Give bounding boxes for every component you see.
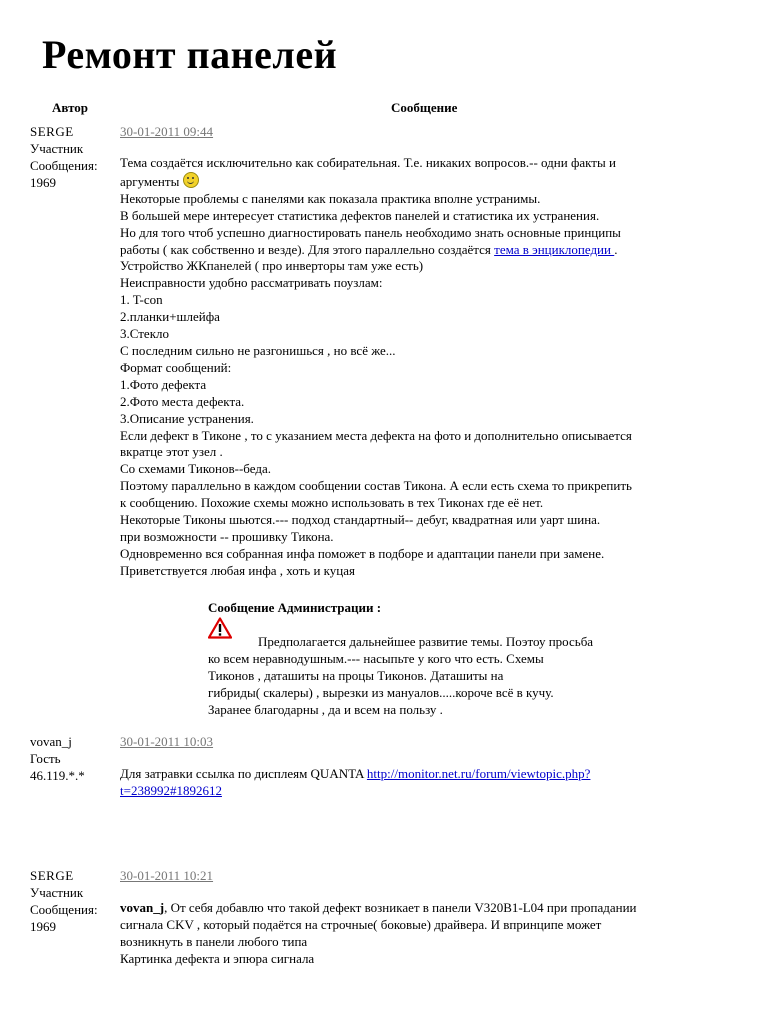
post-line: Приветствуется любая инфа , хоть и куцая	[120, 562, 356, 578]
author-ip: 46.119.*.*	[30, 768, 85, 783]
author-name[interactable]: SERGE	[30, 868, 74, 883]
post-line	[120, 766, 740, 783]
post-line: Со схемами Тиконов--беда.	[120, 461, 271, 477]
post-line	[120, 783, 740, 800]
post-line: Если дефект в Тиконе , то с указанием места дефекта на фото и дополнительно описывается	[120, 427, 632, 443]
post-line	[120, 172, 740, 191]
page-title: Ремонт панелей	[42, 32, 338, 77]
post-line: Неисправности удобно рассматривать поузлам:	[120, 275, 383, 291]
admin-line: Тиконов , даташиты на процы Тиконов. Даташиты на	[208, 668, 504, 683]
post-body	[120, 900, 740, 968]
author-role: Участник	[30, 885, 84, 900]
quoted-user: vovan_j	[120, 900, 165, 915]
admin-line: гибриды( скалеры) , вырезки из мануалов.....короче всё в кучу.	[208, 685, 554, 700]
post-line: Некоторые проблемы с панелями как показала практика вполне устранимы.	[120, 190, 541, 206]
monitor-forum-link-cont[interactable]: t=238992#1892612	[120, 782, 222, 798]
post-line: 3.Стекло	[120, 326, 170, 342]
post-line-text: .	[614, 241, 618, 257]
admin-line: Предполагается дальнейшее развитие темы. Поэтоу просьба	[258, 634, 594, 649]
author-posts-label: Сообщения:	[30, 902, 98, 917]
admin-message	[208, 599, 688, 718]
post-line: Тема создаётся исключительно как собирательная. Т.е. никаких вопросов.-- одни факты и	[120, 155, 616, 170]
author-name[interactable]: SERGE	[30, 124, 74, 139]
author-name[interactable]: vovan_j	[30, 734, 72, 749]
post-date-link[interactable]: 30-01-2011 09:44	[120, 124, 214, 139]
post-author-block	[30, 733, 118, 784]
author-posts-label: Сообщения:	[30, 158, 98, 173]
post-line: В большей мере интересует статистика дефектов панелей и статистика их устранения.	[120, 207, 600, 223]
post-author-block	[30, 867, 118, 935]
smiley-icon	[183, 172, 199, 188]
post-body	[120, 766, 740, 800]
post-line-text: аргументы	[120, 173, 180, 189]
post-line	[120, 900, 740, 917]
author-role: Участник	[30, 141, 84, 156]
post-line-text: работы ( как собственно и везде). Для этого параллельно создаётся	[120, 241, 495, 257]
admin-heading: Сообщение Администрации :	[208, 600, 382, 615]
post-line: Одновременно вся собранная инфа поможет в подборе и адаптации панели при замене.	[120, 545, 605, 561]
column-header-author: Автор	[52, 100, 89, 115]
post-line: 3.Описание устранения.	[120, 410, 254, 426]
post-line: С последним сильно не разгонишься , но всё же...	[120, 342, 396, 358]
post-line: возникнуть в панели любого типа	[120, 933, 308, 949]
post-author-block	[30, 123, 118, 191]
post-line-text: , От себя добавлю что такой дефект возникает в панели V320B1-L04 при пропадании	[164, 900, 637, 915]
post-line: 2.планки+шлейфа	[120, 309, 220, 325]
monitor-forum-link[interactable]: http://monitor.net.ru/forum/viewtopic.php?	[366, 766, 591, 781]
post-line: Поэтому параллельно в каждом сообщении состав Тикона. А если есть схема то прикрепить	[120, 478, 632, 494]
author-posts-count: 1969	[30, 175, 56, 190]
post-line: сигнала CKV , который подаётся на строчные( боковые) драйвера. И впринципе может	[120, 916, 602, 932]
encyclopedia-link[interactable]: тема в энциклопедии	[494, 241, 615, 257]
post-line: при возможности -- прошивку Тикона.	[120, 528, 334, 544]
admin-line: ко всем неравнодушным.--- насыпьте у кого что есть. Схемы	[208, 651, 544, 666]
post-line: 1.Фото дефекта	[120, 376, 207, 392]
post-line: вкратце этот узел .	[120, 444, 223, 460]
post-date-link[interactable]: 30-01-2011 10:03	[120, 734, 214, 749]
post-line-text: Для затравки ссылка по дисплеям QUANTA	[120, 766, 367, 781]
post-line: Но для того чтоб успешно диагностировать панель необходимо знать основные принципы	[120, 224, 621, 240]
post-line: Картинка дефекта и эпюра сигнала	[120, 950, 315, 966]
author-posts-count: 1969	[30, 919, 56, 934]
warning-icon	[208, 617, 232, 639]
post-date-link[interactable]: 30-01-2011 10:21	[120, 868, 214, 883]
post-line: Формат сообщений:	[120, 359, 232, 375]
post-line: 2.Фото места дефекта.	[120, 393, 245, 409]
post-line: Устройство ЖКпанелей ( про инверторы там уже есть)	[120, 258, 424, 274]
column-header-message: Сообщение	[391, 100, 458, 115]
post-line: к сообщению. Похожие схемы можно использовать в тех Тиконах где её нет.	[120, 495, 544, 511]
post-line: 1. T-con	[120, 292, 163, 308]
admin-line: Заранее благодарны , да и всем на пользу .	[208, 702, 443, 717]
post-line	[120, 242, 740, 259]
post-line: Некоторые Тиконы шьются.--- подход стандартный-- дебуг, квадратная или уарт шина.	[120, 512, 601, 528]
author-role: Гость	[30, 751, 61, 766]
post-body	[120, 155, 740, 580]
